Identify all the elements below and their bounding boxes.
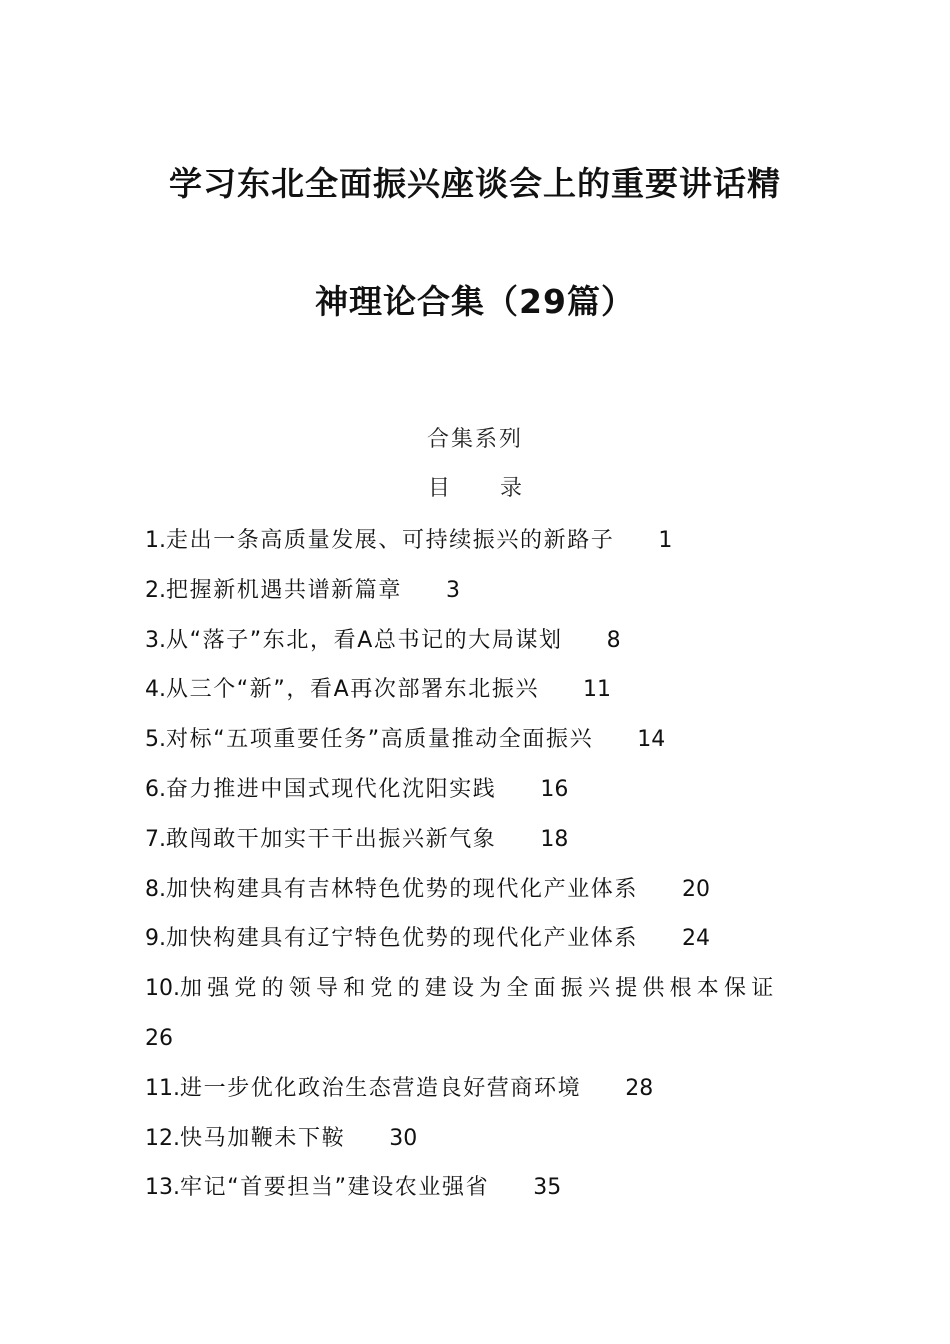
toc-item-number: 1. — [145, 528, 166, 553]
toc-item-page: 30 — [389, 1125, 418, 1151]
toc-item-6[interactable] — [145, 765, 810, 815]
toc-item-1[interactable] — [145, 516, 810, 566]
toc-item-2[interactable] — [145, 566, 810, 616]
toc-item-number: 6. — [145, 776, 166, 802]
document-title-line-1: 学习东北全面振兴座谈会上的重要讲话精 — [169, 164, 781, 203]
toc-item-number: 12. — [145, 1125, 180, 1151]
toc-heading-left: 目 — [427, 476, 450, 501]
toc-item-8[interactable] — [145, 865, 810, 915]
toc-item-page: 3 — [446, 577, 461, 603]
toc-item-number: 9. — [145, 926, 166, 952]
toc-item-page: 20 — [682, 876, 711, 902]
toc-item-number: 13. — [145, 1175, 180, 1201]
toc-item-title: 加快构建具有吉林特色优势的现代化产业体系 — [166, 876, 639, 902]
toc-item-number: 5. — [145, 727, 166, 753]
toc-item-title: 对标“五项重要任务”高质量推动全面振兴 — [166, 727, 594, 753]
toc-item-10[interactable] — [145, 964, 810, 1064]
toc-item-7[interactable] — [145, 815, 810, 865]
toc-item-title: 走出一条高质量发展、可持续振兴的新路子 — [166, 528, 615, 553]
toc-item-title: 从三个“新”，看A再次部署东北振兴 — [166, 677, 540, 703]
toc-item-page: 35 — [533, 1175, 562, 1201]
toc-item-title: 从“落子”东北，看A总书记的大局谋划 — [166, 627, 563, 653]
toc-item-4[interactable] — [145, 665, 810, 715]
toc-item-title: 把握新机遇共谱新篇章 — [166, 577, 403, 603]
toc-item-page: 28 — [625, 1075, 654, 1101]
toc-item-page: 16 — [540, 776, 569, 802]
toc-item-page: 26 — [145, 1025, 173, 1051]
toc-item-number: 4. — [145, 677, 166, 703]
toc-item-number: 7. — [145, 826, 166, 852]
toc-item-title: 加强党的领导和党的建设为全面振兴提供根本保证 — [180, 976, 779, 1002]
toc-item-page: 8 — [606, 627, 621, 653]
toc-item-title: 奋力推进中国式现代化沈阳实践 — [166, 776, 497, 802]
toc-heading-right: 录 — [500, 476, 523, 501]
toc-item-title: 敢闯敢干加实干干出振兴新气象 — [166, 826, 497, 852]
toc-item-page: 1 — [658, 528, 673, 553]
toc-item-page: 18 — [540, 826, 569, 852]
toc-item-page: 24 — [682, 926, 711, 952]
table-of-contents — [145, 516, 810, 1213]
toc-item-title: 加快构建具有辽宁特色优势的现代化产业体系 — [166, 926, 639, 952]
toc-item-11[interactable] — [145, 1064, 810, 1114]
toc-item-title: 快马加鞭未下鞍 — [180, 1125, 346, 1151]
toc-item-5[interactable] — [145, 715, 810, 765]
toc-item-number: 2. — [145, 577, 166, 603]
toc-item-9[interactable] — [145, 914, 810, 964]
toc-item-title: 牢记“首要担当”建设农业强省 — [180, 1175, 490, 1201]
toc-item-number: 8. — [145, 876, 166, 902]
document-title-line-2: 神理论合集（29篇） — [315, 282, 635, 321]
toc-item-13[interactable] — [145, 1163, 810, 1213]
toc-item-12[interactable] — [145, 1114, 810, 1164]
toc-item-number: 3. — [145, 627, 166, 653]
toc-item-page: 11 — [583, 677, 612, 703]
toc-item-number: 11. — [145, 1075, 180, 1101]
toc-item-page: 14 — [637, 727, 666, 753]
toc-item-number: 10. — [145, 976, 180, 1002]
toc-item-title: 进一步优化政治生态营造良好营商环境 — [180, 1075, 582, 1101]
toc-heading — [0, 471, 950, 502]
toc-item-3[interactable] — [145, 616, 810, 666]
series-label: 合集系列 — [426, 427, 523, 452]
